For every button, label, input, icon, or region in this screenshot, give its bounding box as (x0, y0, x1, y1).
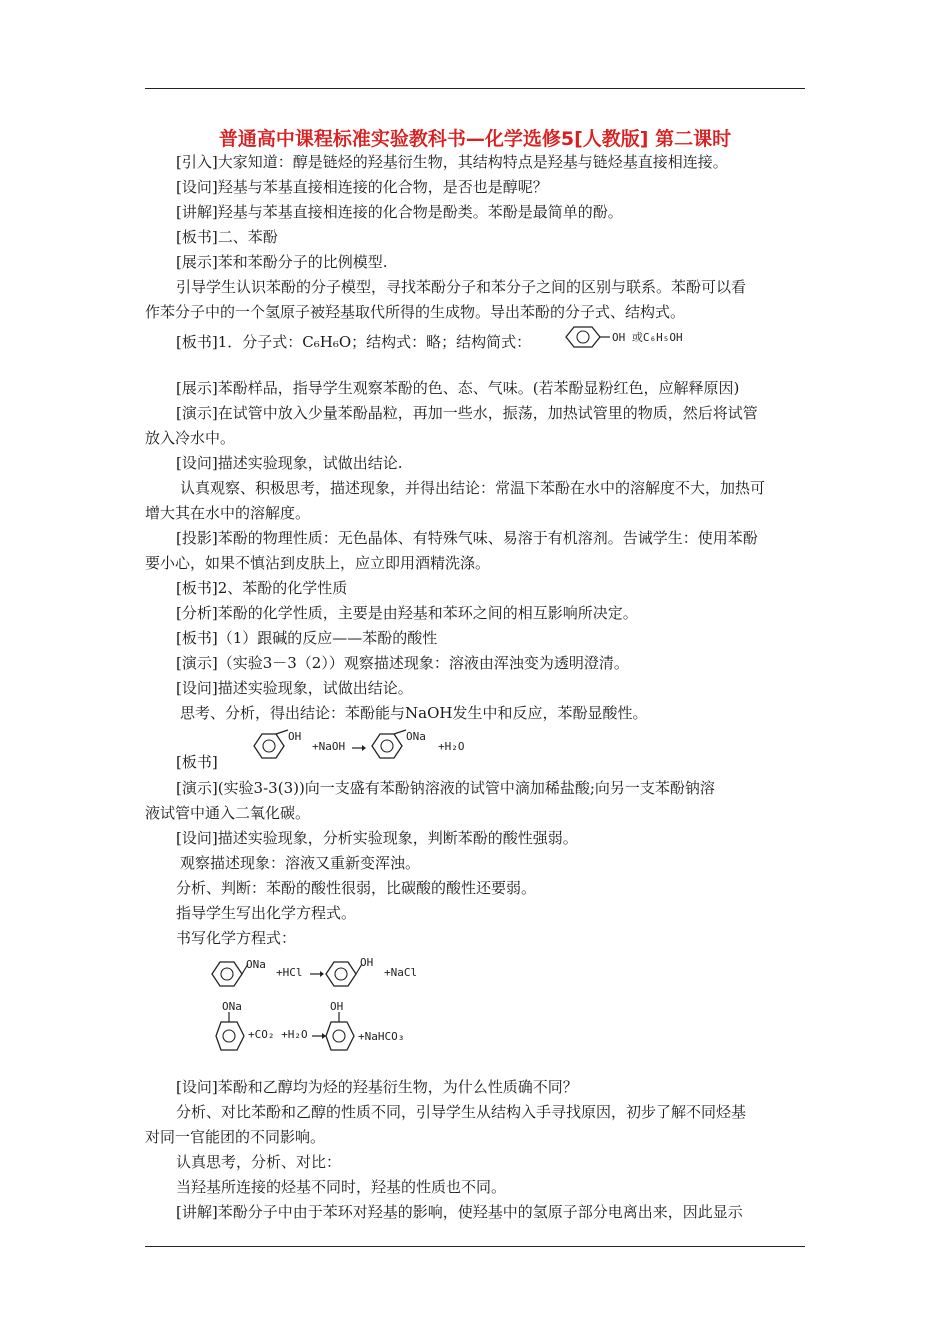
eq3-product-group: OH (330, 1000, 344, 1013)
text-line: [板书]1．分子式：C₆H₆O；结构式：略；结构简式： (176, 333, 532, 351)
text-line: 分析、对比苯酚和乙醇的性质不同，引导学生从结构入手寻找原因，初步了解不同烃基 (176, 1103, 747, 1121)
text-line: [展示]苯和苯酚分子的比例模型. (176, 253, 388, 271)
benzene-ring-icon (216, 1012, 246, 1056)
footer-rule (145, 1246, 805, 1247)
text-line: 要小心，如果不慎沾到皮肤上，应立即用酒精洗涤。 (145, 554, 491, 572)
text-line: [板书] (176, 753, 218, 771)
reaction-arrow-icon (310, 970, 324, 978)
text-line: [演示]在试管中放入少量苯酚晶粒，再加一些水，振荡，加热试管里的物质，然后将试管 (176, 404, 758, 422)
eq2-product-group: OH (360, 956, 374, 969)
eq2-reactant-group: ONa (246, 958, 266, 971)
text-line: 对同一官能团的不同影响。 (145, 1128, 326, 1146)
text-line: [设问]描述实验现象，试做出结论。 (176, 679, 413, 697)
text-line: 思考、分析，得出结论：苯酚能与NaOH发生中和反应，苯酚显酸性。 (180, 704, 648, 722)
text-line: [设问]羟基与苯基直接相连接的化合物，是否也是醇呢？ (176, 178, 548, 196)
benzene-ring-icon (212, 958, 248, 986)
eq1-product-group: ONa (406, 730, 426, 743)
eq1-reagent: +NaOH (312, 740, 346, 753)
text-line: [设问]苯酚和乙醇均为烃的羟基衍生物，为什么性质确不同？ (176, 1078, 578, 1096)
eq3-byproduct: +NaHCO₃ (358, 1030, 405, 1043)
reaction-arrow-icon (352, 744, 366, 752)
text-line: [设问]描述实验现象，试做出结论. (176, 454, 403, 472)
eq3-reactant-group: ONa (222, 1000, 242, 1013)
benzene-ring-icon (372, 730, 408, 758)
text-line: [分析]苯酚的化学性质，主要是由羟基和苯环之间的相互影响所决定。 (176, 604, 638, 622)
text-line: [引入]大家知道：醇是链烃的羟基衍生物，其结构特点是羟基与链烃基直接相连接。 (176, 153, 728, 171)
text-line: [讲解]羟基与苯基直接相连接的化合物是酚类。苯酚是最简单的酚。 (176, 203, 623, 221)
text-line: 分析、判断：苯酚的酸性很弱，比碳酸的酸性还要弱。 (176, 879, 537, 897)
text-line: 认真思考，分析、对比： (176, 1153, 342, 1171)
text-line: 观察描述现象：溶液又重新变浑浊。 (180, 854, 421, 872)
text-line: 引导学生认识苯酚的分子模型，寻找苯酚分子和苯分子之间的区别与联系。苯酚可以看 (176, 278, 747, 296)
eq2-byproduct: +NaCl (384, 966, 418, 979)
eq2-reagent: +HCl (276, 966, 303, 979)
text-line: 书写化学方程式： (176, 929, 297, 947)
eq1-reactant-group: OH (288, 730, 302, 743)
text-line: 作苯分子中的一个氢原子被羟基取代所得的生成物。导出苯酚的分子式、结构式。 (145, 303, 686, 321)
text-line: 增大其在水中的溶解度。 (145, 504, 311, 522)
text-line: [演示](实验3-3(3))向一支盛有苯酚钠溶液的试管中滴加稀盐酸;向另一支苯酚钠溶 (176, 779, 715, 797)
reaction-arrow-icon (312, 1032, 326, 1040)
text-line: 指导学生写出化学方程式。 (176, 904, 357, 922)
benzene-ring-icon (326, 1012, 356, 1056)
header-rule (145, 88, 805, 89)
text-line: 放入冷水中。 (145, 429, 236, 447)
phenol-structural-formula: OH 或C₆H₅OH (612, 331, 683, 344)
text-line: [板书]二、苯酚 (176, 228, 278, 246)
text-line: [展示]苯酚样品，指导学生观察苯酚的色、态、气味。(若苯酚显粉红色，应解释原因) (176, 379, 740, 397)
page-title: 普通高中课程标准实验教科书—化学选修5[人教版] 第二课时 (218, 128, 732, 150)
eq1-byproduct: +H₂O (438, 740, 465, 753)
text-line: [讲解]苯酚分子中由于苯环对羟基的影响，使羟基中的氢原子部分电离出来，因此显示 (176, 1203, 743, 1221)
text-line: 液试管中通入二氧化碳。 (145, 804, 311, 822)
text-line: [演示]（实验3－3（2））观察描述现象：溶液由浑浊变为透明澄清。 (176, 654, 629, 672)
benzene-ring-icon (566, 326, 606, 348)
benzene-ring-icon (326, 958, 362, 986)
text-line: [板书]（1）跟碱的反应——苯酚的酸性 (176, 629, 438, 647)
text-line: 认真观察、积极思考，描述现象，并得出结论：常温下苯酚在水中的溶解度不大，加热可 (180, 479, 766, 497)
text-line: [设问]描述实验现象，分析实验现象，判断苯酚的酸性强弱。 (176, 829, 578, 847)
benzene-ring-icon (254, 730, 290, 758)
eq3-reagent: +CO₂ +H₂O (248, 1028, 308, 1041)
text-line: [板书]2、苯酚的化学性质 (176, 579, 348, 597)
text-line: 当羟基所连接的烃基不同时，羟基的性质也不同。 (176, 1178, 507, 1196)
text-line: [投影]苯酚的物理性质：无色晶体、有特殊气味、易溶于有机溶剂。告诫学生：使用苯酚 (176, 529, 758, 547)
